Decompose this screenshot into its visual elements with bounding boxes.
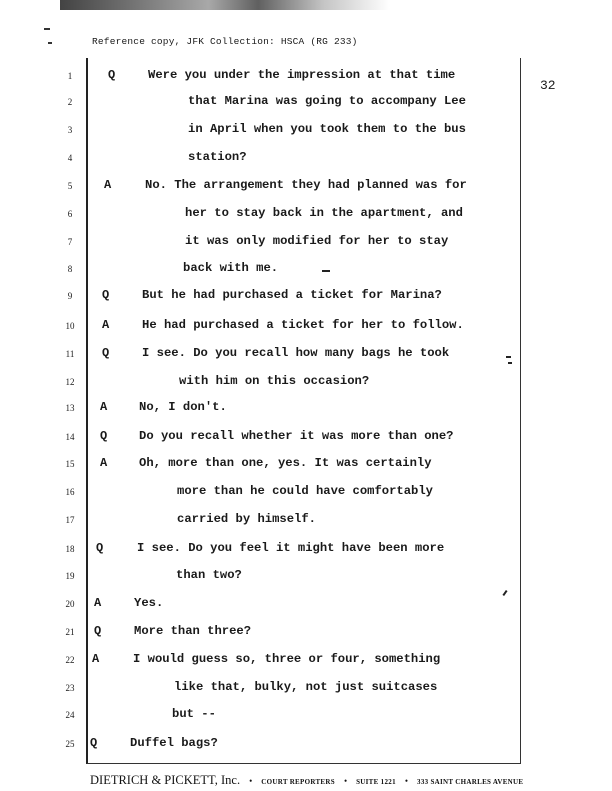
speaker-label: A: [94, 596, 102, 610]
stray-mark: [506, 356, 511, 358]
line-text: Yes.: [134, 596, 164, 610]
line-number: 6: [67, 209, 73, 219]
transcript-line: [0, 318, 612, 338]
line-number: 3: [67, 125, 73, 135]
line-text: but --: [172, 707, 216, 721]
line-number: 14: [65, 432, 75, 442]
speaker-label: Q: [108, 68, 116, 82]
line-number: 9: [67, 291, 73, 301]
line-text: back with me.: [183, 261, 279, 275]
address-label: 333 SAINT CHARLES AVENUE: [417, 778, 524, 786]
speaker-label: A: [100, 400, 108, 414]
line-number: 25: [65, 739, 75, 749]
transcript-line: [0, 94, 612, 114]
line-number: 2: [67, 97, 73, 107]
separator-dot: •: [249, 776, 253, 786]
speaker-label: A: [92, 652, 100, 666]
transcript-line: [0, 512, 612, 532]
speaker-label: Q: [102, 346, 110, 360]
speaker-label: Q: [96, 541, 104, 555]
transcript-line: [0, 541, 612, 561]
line-number: 13: [65, 403, 75, 413]
line-text: carried by himself.: [177, 512, 316, 526]
speaker-label: A: [100, 456, 108, 470]
line-text: more than he could have comfortably: [177, 484, 433, 498]
line-number: 4: [67, 153, 73, 163]
transcript-line: [0, 178, 612, 198]
line-number: 16: [65, 487, 75, 497]
line-text: Duffel bags?: [130, 736, 218, 750]
line-text: it was only modified for her to stay: [185, 234, 449, 248]
line-number: 20: [65, 599, 75, 609]
speaker-label: Q: [100, 429, 108, 443]
line-text: I would guess so, three or four, something: [133, 652, 441, 666]
line-text: Oh, more than one, yes. It was certainly: [139, 456, 432, 470]
line-text: her to stay back in the apartment, and: [185, 206, 463, 220]
transcript-line: [0, 456, 612, 476]
scan-speck: [44, 28, 50, 30]
line-number: 7: [67, 237, 73, 247]
speaker-label: Q: [94, 624, 102, 638]
line-text: than two?: [176, 568, 242, 582]
stray-mark: [322, 270, 330, 272]
line-number: 22: [65, 655, 75, 665]
line-number: 12: [65, 377, 75, 387]
firm-name: DIETRICH & PICKETT, Inc.: [90, 773, 241, 787]
transcript-line: [0, 234, 612, 254]
line-number: 19: [65, 571, 75, 581]
line-text: like that, bulky, not just suitcases: [174, 680, 438, 694]
line-number: 11: [65, 349, 75, 359]
line-text: in April when you took them to the bus: [188, 122, 466, 136]
speaker-label: Q: [102, 288, 110, 302]
line-text: that Marina was going to accompany Lee: [188, 94, 466, 108]
line-text: I see. Do you recall how many bags he took: [142, 346, 450, 360]
line-text: He had purchased a ticket for her to follow.: [142, 318, 464, 332]
transcript-line: [0, 736, 612, 756]
line-number: 24: [65, 710, 75, 720]
line-text: station?: [188, 150, 247, 164]
scan-artifact: [60, 0, 390, 10]
line-text: I see. Do you feel it might have been more: [137, 541, 445, 555]
transcript-line: [0, 288, 612, 308]
separator-dot: •: [404, 776, 409, 786]
stray-mark: [508, 362, 512, 364]
transcript-line: [0, 707, 612, 727]
line-text: No, I don't.: [139, 400, 227, 414]
line-number: 15: [65, 459, 75, 469]
line-number: 21: [65, 627, 75, 637]
speaker-label: Q: [90, 736, 98, 750]
transcript-line: [0, 68, 612, 88]
transcript-line: [0, 624, 612, 644]
transcript-line: [0, 150, 612, 170]
separator-dot: •: [343, 776, 348, 786]
reference-header: Reference copy, JFK Collection: HSCA (RG 233): [92, 36, 358, 47]
line-text: No. The arrangement they had planned was for: [145, 178, 467, 192]
transcript-line: [0, 206, 612, 226]
line-number: 18: [65, 544, 75, 554]
footer: [90, 771, 523, 789]
transcript-line: [0, 596, 612, 616]
service-label: COURT REPORTERS: [261, 778, 335, 786]
transcript-line: [0, 680, 612, 700]
transcript-line: [0, 429, 612, 449]
speaker-label: A: [104, 178, 112, 192]
page-number: 32: [540, 78, 556, 93]
line-number: 10: [65, 321, 75, 331]
transcript-line: [0, 400, 612, 420]
transcript-line: [0, 652, 612, 672]
line-text: But he had purchased a ticket for Marina?: [142, 288, 442, 302]
transcript-line: [0, 374, 612, 394]
line-number: 1: [67, 71, 73, 81]
line-number: 8: [67, 264, 73, 274]
transcript-line: [0, 568, 612, 588]
scan-speck: [48, 42, 52, 44]
line-text: with him on this occasion?: [179, 374, 370, 388]
speaker-label: A: [102, 318, 110, 332]
line-text: More than three?: [134, 624, 252, 638]
transcript-line: [0, 122, 612, 142]
suite-label: SUITE 1221: [356, 778, 396, 786]
line-text: Were you under the impression at that time: [148, 68, 456, 82]
line-number: 23: [65, 683, 75, 693]
line-number: 17: [65, 515, 75, 525]
transcript-line: [0, 484, 612, 504]
transcript-line: [0, 346, 612, 366]
line-text: Do you recall whether it was more than one?: [139, 429, 454, 443]
line-number: 5: [67, 181, 73, 191]
transcript-line: [0, 261, 612, 281]
